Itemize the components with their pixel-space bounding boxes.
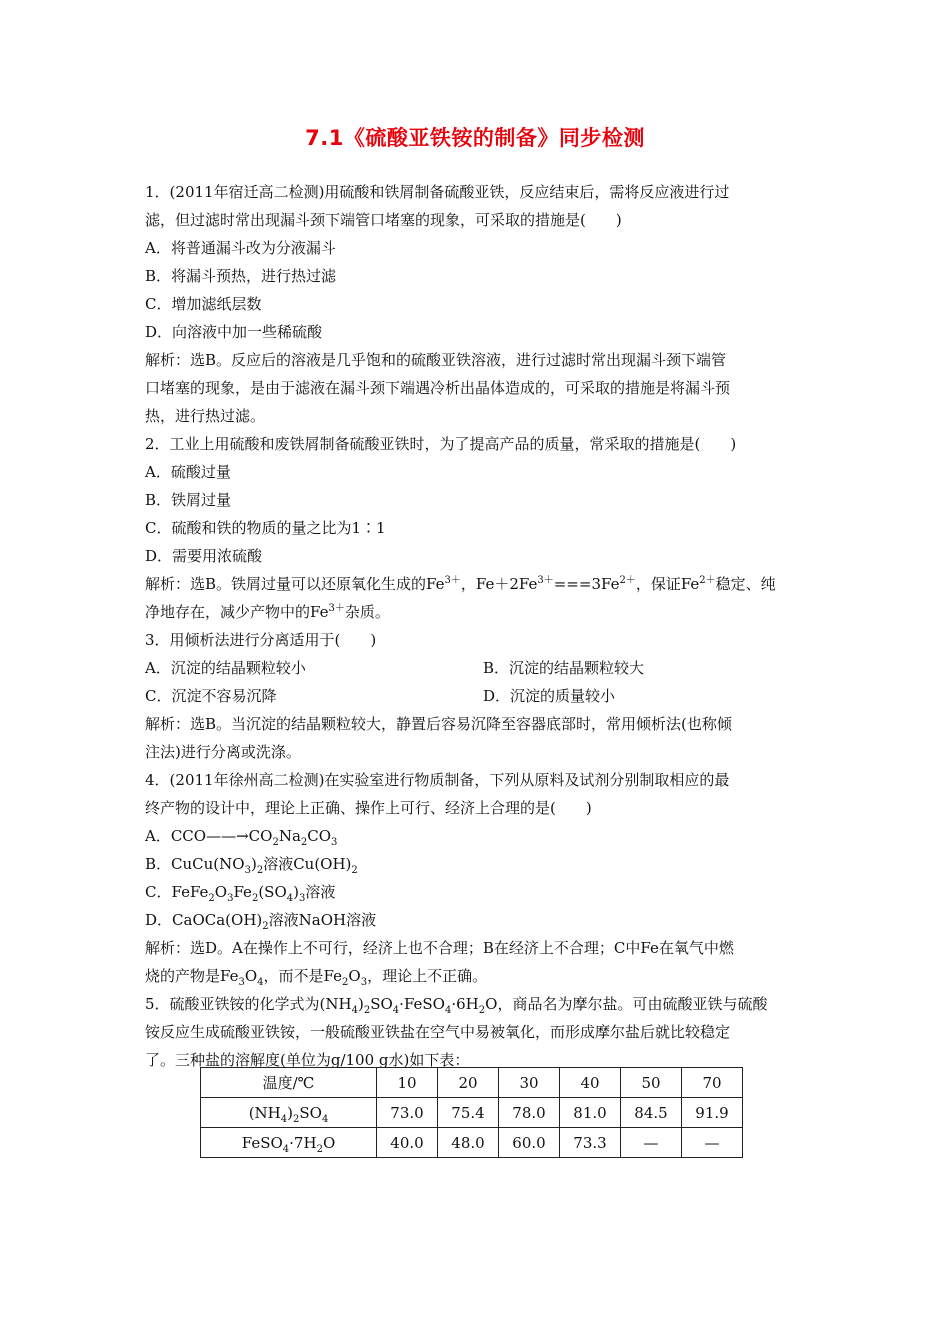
q3-option-d: D．沉淀的质量较小 [483, 687, 616, 705]
q3-option-a: A．沉淀的结晶颗粒较小 [145, 659, 306, 677]
q1-option-c: C．增加滤纸层数 [145, 295, 262, 313]
q1-stem-line2: 滤，但过滤时常出现漏斗颈下端管口堵塞的现象，可采取的措施是( ) [145, 211, 622, 229]
table-cell: 70 [682, 1068, 743, 1098]
q1-answer-line3: 热，进行热过滤。 [145, 407, 266, 425]
q4-option-d: D．$CaOCa(OH)_2$溶液NaOH溶液 [145, 911, 377, 932]
q4-option-c: C．$FeFe_2O_3Fe_2(SO_4)_3$溶液 [145, 883, 336, 904]
q3-answer-line1: 解析：选B。当沉淀的结晶颗粒较大，静置后容易沉降至容器底部时，常用倾析法(也称倾 [145, 715, 732, 733]
document-body [145, 178, 809, 1074]
table-cell: 48.0 [438, 1128, 499, 1158]
table-cell: 30 [499, 1068, 560, 1098]
table-cell: 50 [621, 1068, 682, 1098]
q1-answer-line1: 解析：选B。反应后的溶液是几乎饱和的硫酸亚铁溶液，进行过滤时常出现漏斗颈下端管 [145, 351, 727, 369]
solubility-table [200, 1067, 743, 1158]
q4-stem-line2: 终产物的设计中，理论上正确、操作上可行、经济上合理的是( ) [145, 799, 592, 817]
q2-option-a: A．硫酸过量 [145, 463, 231, 481]
table-cell: 73.3 [560, 1128, 621, 1158]
table-cell: 91.9 [682, 1098, 743, 1128]
q3-option-b: B．沉淀的结晶颗粒较大 [483, 659, 645, 677]
table-cell: 10 [377, 1068, 438, 1098]
q2-stem: 2．工业上用硫酸和废铁屑制备硫酸亚铁时，为了提高产品的质量，常采取的措施是( ) [145, 435, 737, 453]
table-cell: — [682, 1128, 743, 1158]
q4-option-a: A．$CCO——\to CO_2Na_2CO_3$ [145, 827, 338, 848]
table-cell: 60.0 [499, 1128, 560, 1158]
q3-options-cd [145, 682, 809, 710]
q2-answer-line2: 净地存在，减少产物中的$Fe^{3+}$杂质。 [145, 603, 390, 621]
q3-answer-line2: 注法)进行分离或洗涤。 [145, 743, 301, 761]
q1-option-b: B．将漏斗预热，进行热过滤 [145, 267, 337, 285]
q4-answer-line2: 烧的产物是$Fe_3O_4$，而不是$Fe_2O_3$，理论上不正确。 [145, 967, 488, 988]
table-cell: — [621, 1128, 682, 1158]
table-cell: 75.4 [438, 1098, 499, 1128]
q1-answer-line2: 口堵塞的现象，是由于滤液在漏斗颈下端遇冷析出晶体造成的，可采取的措施是将漏斗预 [145, 379, 731, 397]
table-cell: 40.0 [377, 1128, 438, 1158]
q2-option-d: D．需要用浓硫酸 [145, 547, 263, 565]
q1-stem-line1: 1．(2011年宿迁高二检测)用硫酸和铁屑制备硫酸亚铁，反应结束后，需将反应液进行过 [145, 183, 730, 201]
q5-line3: 了。三种盐的溶解度(单位为g/100 g水)如下表： [145, 1051, 470, 1069]
q5-line1: 5．硫酸亚铁铵的化学式为$(NH_4)_2SO_4\cdot FeSO_4\cdot 6H_2O$，商品名为摩尔盐。可由硫酸亚铁与硫酸 [145, 995, 768, 1016]
page-title: 7.1《硫酸亚铁铵的制备》同步检测 [305, 126, 645, 150]
table-cell: 78.0 [499, 1098, 560, 1128]
table-row-label: $(NH_4)_2SO_4$ [201, 1098, 377, 1128]
q3-options-ab [145, 654, 809, 682]
table-cell: 73.0 [377, 1098, 438, 1128]
q4-stem-line1: 4．(2011年徐州高二检测)在实验室进行物质制备，下列从原料及试剂分别制取相应的最 [145, 771, 730, 789]
table-cell: 81.0 [560, 1098, 621, 1128]
table-cell: 20 [438, 1068, 499, 1098]
q1-option-d: D．向溶液中加一些稀硫酸 [145, 323, 323, 341]
table-row-label: $FeSO_4\cdot 7H_2O$ [201, 1128, 377, 1158]
q3-stem: 3．用倾析法进行分离适用于( ) [145, 631, 377, 649]
q1-option-a: A．将普通漏斗改为分液漏斗 [145, 239, 336, 257]
table-cell: 84.5 [621, 1098, 682, 1128]
q4-answer-line1: 解析：选D。A在操作上不可行，经济上也不合理；B在经济上不合理；C中Fe在氧气中燃 [145, 939, 734, 957]
table-cell: 40 [560, 1068, 621, 1098]
table-row [201, 1128, 743, 1158]
q5-line2: 铵反应生成硫酸亚铁铵，一般硫酸亚铁盐在空气中易被氧化，而形成摩尔盐后就比较稳定 [145, 1023, 731, 1041]
q2-answer-line1: 解析：选B。铁屑过量可以还原氧化生成的$Fe^{3+}$，$Fe+2Fe^{3+}===3Fe^{2+}$，保证$Fe^{2+}$稳定、纯 [145, 575, 776, 593]
q3-option-c: C．沉淀不容易沉降 [145, 687, 277, 705]
q2-option-b: B．铁屑过量 [145, 491, 232, 509]
table-header-cell: 温度/℃ [201, 1068, 377, 1098]
q2-option-c: C．硫酸和铁的物质的量之比为1∶1 [145, 519, 386, 537]
table-row [201, 1068, 743, 1098]
q4-option-b: B．$CuCu(NO_3)_2$溶液$Cu(OH)_2$ [145, 855, 358, 876]
table-row [201, 1098, 743, 1128]
